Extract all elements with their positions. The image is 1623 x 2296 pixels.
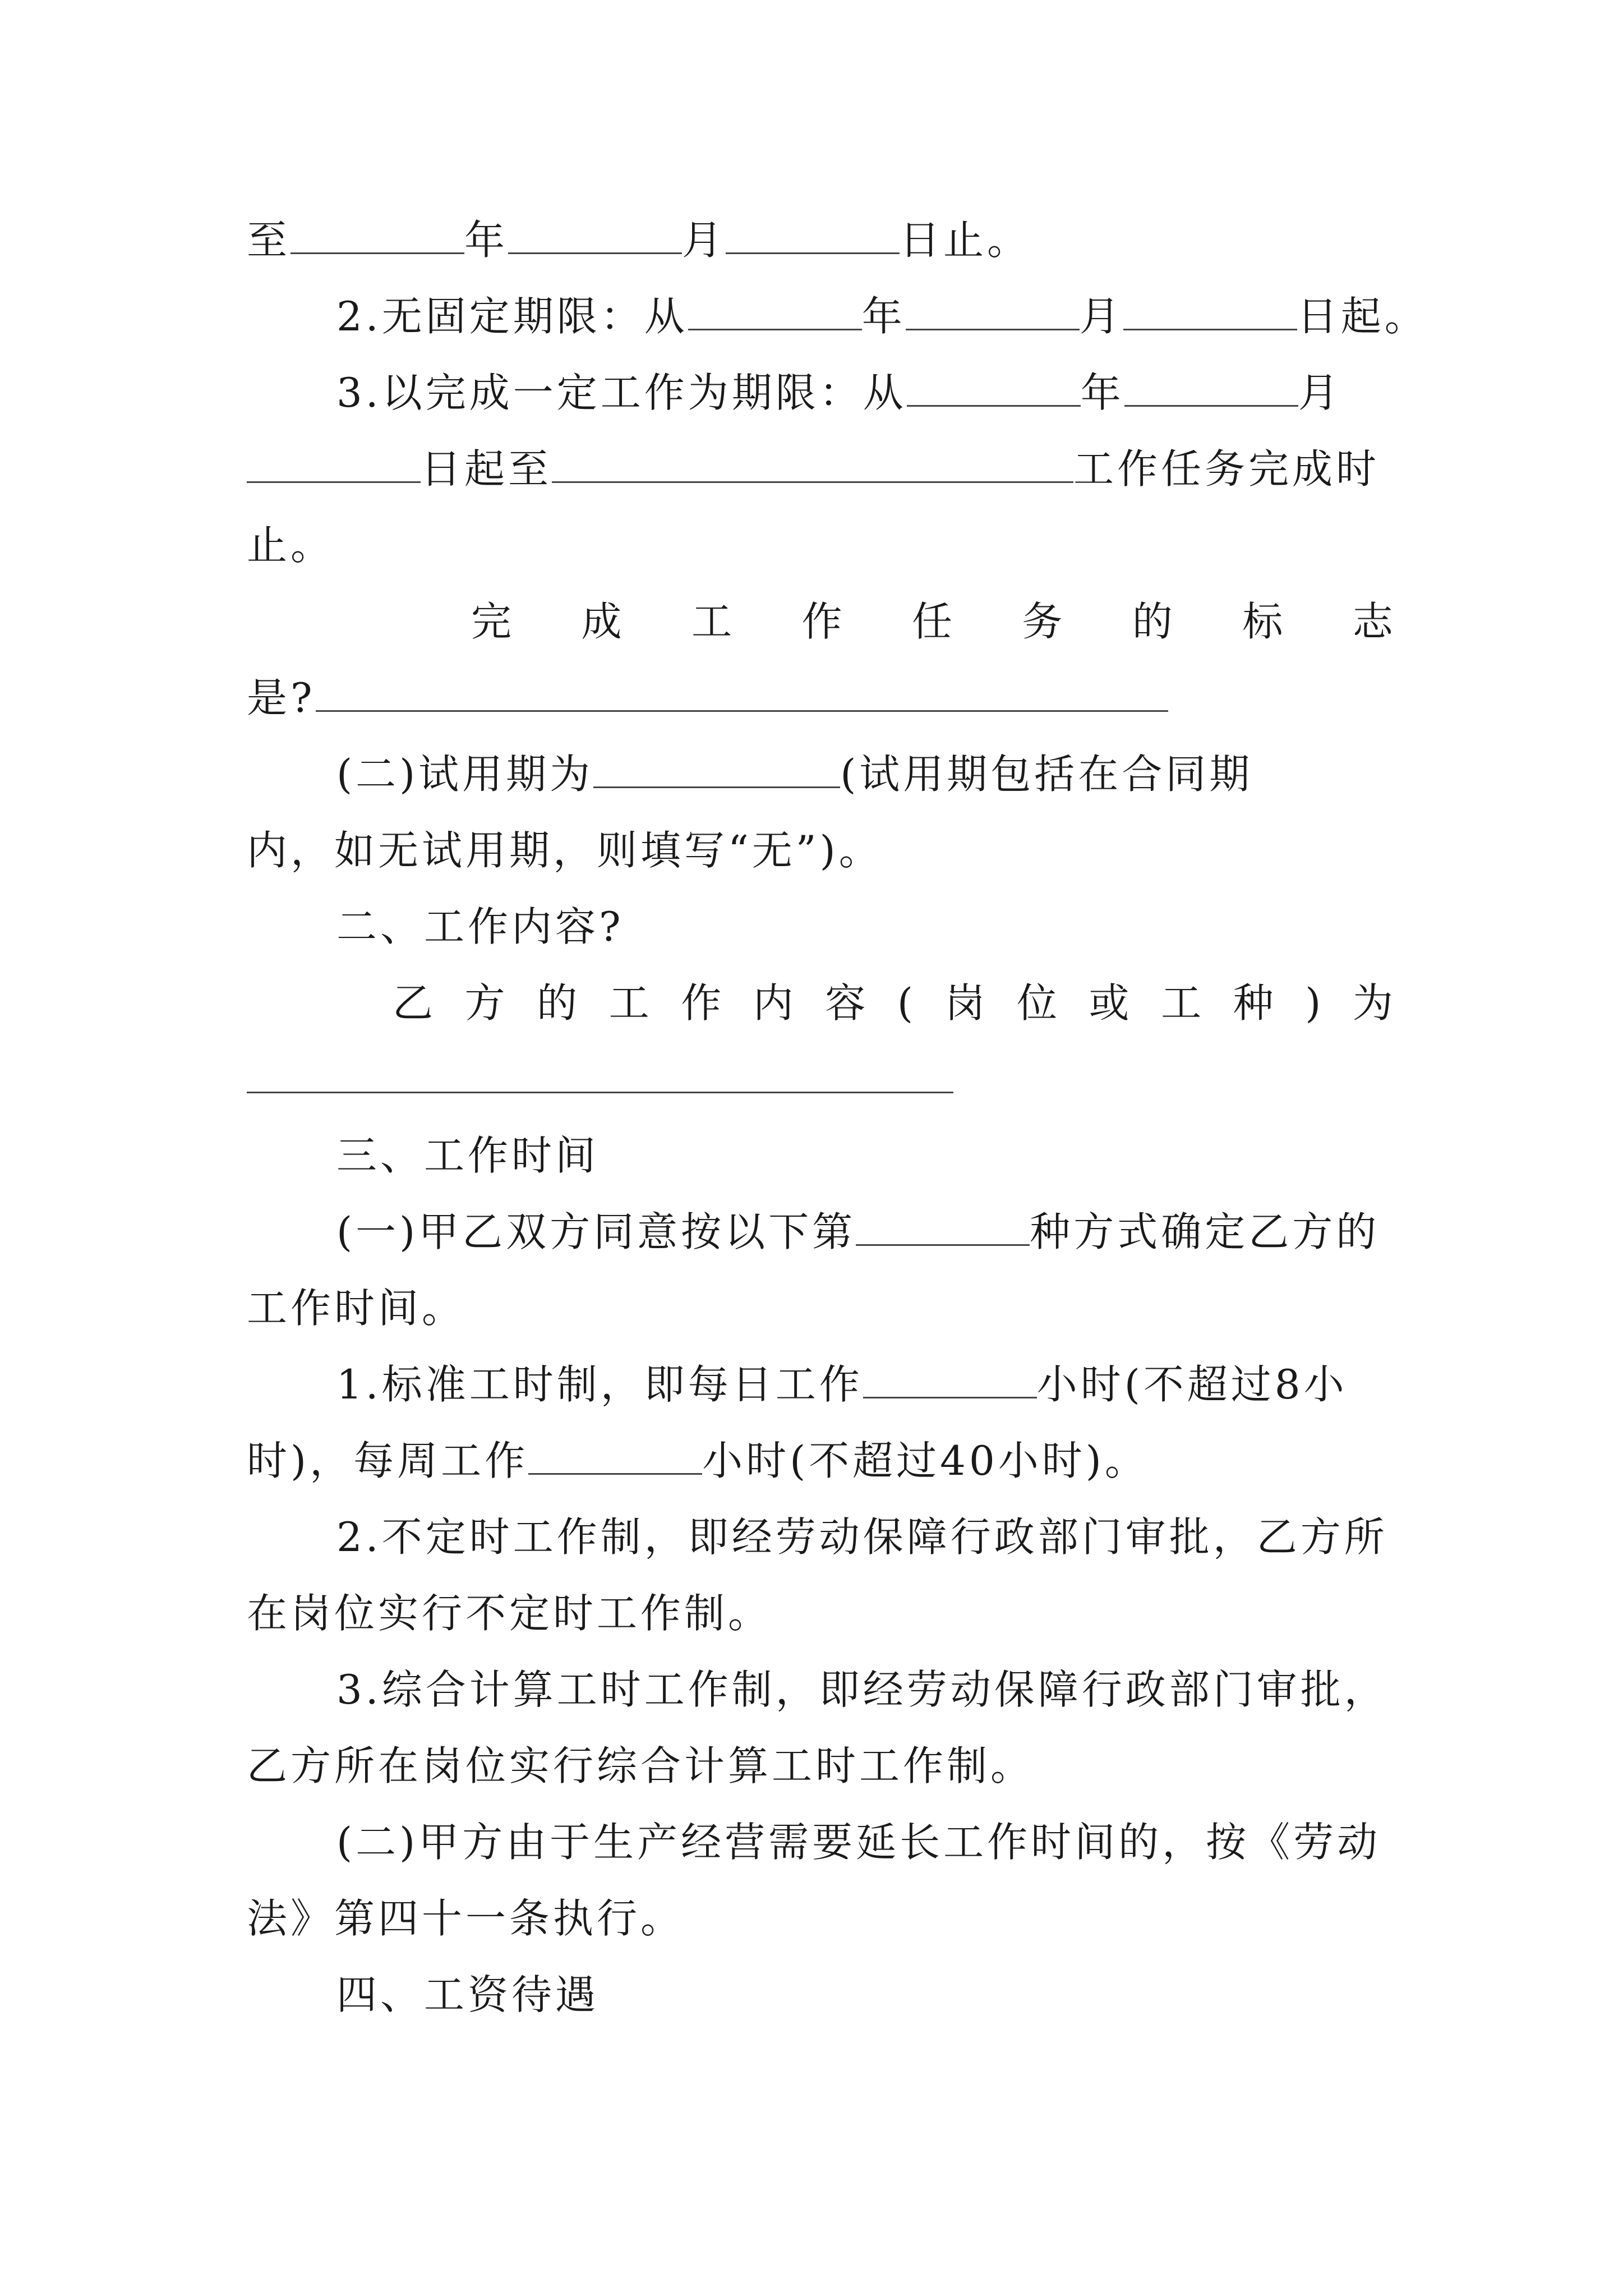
spaced-char: 标 (1242, 598, 1287, 645)
text: 年 (1080, 369, 1124, 416)
text-line (247, 1499, 1396, 1575)
spaced-char: 的 (537, 979, 581, 1027)
spaced-char: 任 (911, 598, 956, 645)
blank-field[interactable] (688, 295, 862, 330)
text: 3.以完成一定工作为期限：从 (336, 369, 907, 416)
blank-field[interactable] (508, 219, 682, 254)
spaced-char: 工 (1161, 979, 1205, 1027)
text: 2.不定时工作制，即经劳动保障行政部门审批，乙方所 (336, 1513, 1388, 1561)
text-line (247, 812, 1396, 889)
blank-field[interactable] (552, 448, 1073, 483)
blank-field[interactable] (906, 295, 1080, 330)
text-line (247, 431, 1396, 507)
blank-field[interactable] (593, 753, 840, 788)
text: (二)试用期为 (336, 751, 594, 798)
blank-field[interactable] (247, 448, 421, 483)
spaced-char: ( (897, 979, 916, 1027)
blank-field[interactable] (291, 219, 464, 254)
text-line (247, 1575, 1396, 1651)
text: 内，如无试用期，则填写“无”)。 (247, 827, 883, 874)
text-line (247, 278, 1428, 355)
spaced-char: 乙 (393, 979, 437, 1027)
text-line (247, 1270, 1396, 1346)
text: 2.无固定期限：从 (336, 293, 688, 340)
text-line (247, 1194, 1396, 1270)
text-line (247, 1346, 1396, 1423)
text: 三、工作时间 (336, 1132, 600, 1179)
text-line (247, 507, 1396, 583)
spaced-char: 完 (471, 598, 515, 645)
text: 止。 (247, 522, 335, 569)
blank-field[interactable] (528, 1439, 702, 1475)
spaced-text-line (247, 965, 1396, 1041)
text: (试用期包括在合同期 (840, 751, 1253, 798)
spaced-text-line (247, 583, 1396, 660)
text-line (247, 736, 1396, 812)
text: 年 (861, 293, 906, 340)
spaced-char: 种 (1233, 979, 1277, 1027)
spaced-char: 作 (801, 598, 846, 645)
text: 乙方所在岗位实行综合计算工时工作制。 (247, 1742, 1035, 1789)
text: (一)甲乙双方同意按以下第 (336, 1208, 856, 1255)
text-line (247, 1880, 1396, 1957)
text: 月 (1079, 293, 1123, 340)
blank-field[interactable] (1124, 371, 1298, 407)
blank-field[interactable] (907, 371, 1081, 407)
blank-field[interactable] (1123, 295, 1297, 330)
text: 法》第四十一条执行。 (247, 1895, 685, 1942)
spaced-char: 为 (1352, 979, 1396, 1027)
text: 小时(不超过8小 (1036, 1361, 1348, 1408)
text: 时)，每周工作 (247, 1437, 529, 1484)
spaced-char: 务 (1022, 598, 1066, 645)
text-line (247, 1651, 1396, 1728)
section-heading (247, 1957, 1396, 2033)
text: 月 (1298, 369, 1342, 416)
spaced-char: 的 (1132, 598, 1176, 645)
text: 在岗位实行不定时工作制。 (247, 1590, 772, 1637)
text: 小时(不超过40小时)。 (702, 1437, 1149, 1484)
blank-field[interactable] (316, 677, 1168, 712)
text-line (247, 355, 1396, 431)
document-page (247, 202, 1428, 2033)
text: 年 (464, 217, 509, 264)
text: 月 (682, 217, 726, 264)
spaced-char: 容 (825, 979, 869, 1027)
spaced-char: 成 (581, 598, 625, 645)
spaced-char: 作 (681, 979, 725, 1027)
text: 至 (247, 217, 291, 264)
text: 日起至 (421, 445, 552, 493)
text: 1.标准工时制，即每日工作 (336, 1361, 863, 1408)
spaced-char: 方 (464, 979, 509, 1027)
text: 日止。 (900, 217, 1031, 264)
text: (二)甲方由于生产经营需要延长工作时间的，按《劳动 (336, 1819, 1381, 1866)
section-heading (247, 889, 1396, 965)
text: 是? (247, 674, 316, 721)
spaced-char: ) (1305, 979, 1325, 1027)
blank-field[interactable] (856, 1211, 1030, 1246)
spaced-char: 工 (608, 979, 653, 1027)
spaced-char: 岗 (944, 979, 989, 1027)
spaced-char: 或 (1089, 979, 1133, 1027)
text: 工作任务完成时 (1073, 445, 1380, 493)
spaced-char: 内 (753, 979, 797, 1027)
blank-field[interactable] (863, 1363, 1037, 1398)
section-heading (247, 1117, 1396, 1194)
spaced-char: 志 (1352, 598, 1396, 645)
text: 日起。 (1297, 293, 1428, 340)
blank-field[interactable] (247, 1058, 953, 1093)
text-line (247, 660, 1396, 736)
spaced-char: 工 (691, 598, 735, 645)
blank-line (247, 1041, 1396, 1117)
text: 二、工作内容? (336, 903, 624, 950)
text-line (247, 1728, 1396, 1804)
spaced-char: 位 (1017, 979, 1061, 1027)
text: 3.综合计算工时工作制，即经劳动保障行政部门审批， (336, 1666, 1388, 1713)
text: 工作时间。 (247, 1285, 466, 1332)
text: 种方式确定乙方的 (1030, 1208, 1380, 1255)
text: 四、工资待遇 (336, 1971, 600, 2018)
text-line (247, 202, 1396, 278)
text-line (247, 1804, 1396, 1880)
text-line (247, 1423, 1396, 1499)
blank-field[interactable] (726, 219, 900, 254)
